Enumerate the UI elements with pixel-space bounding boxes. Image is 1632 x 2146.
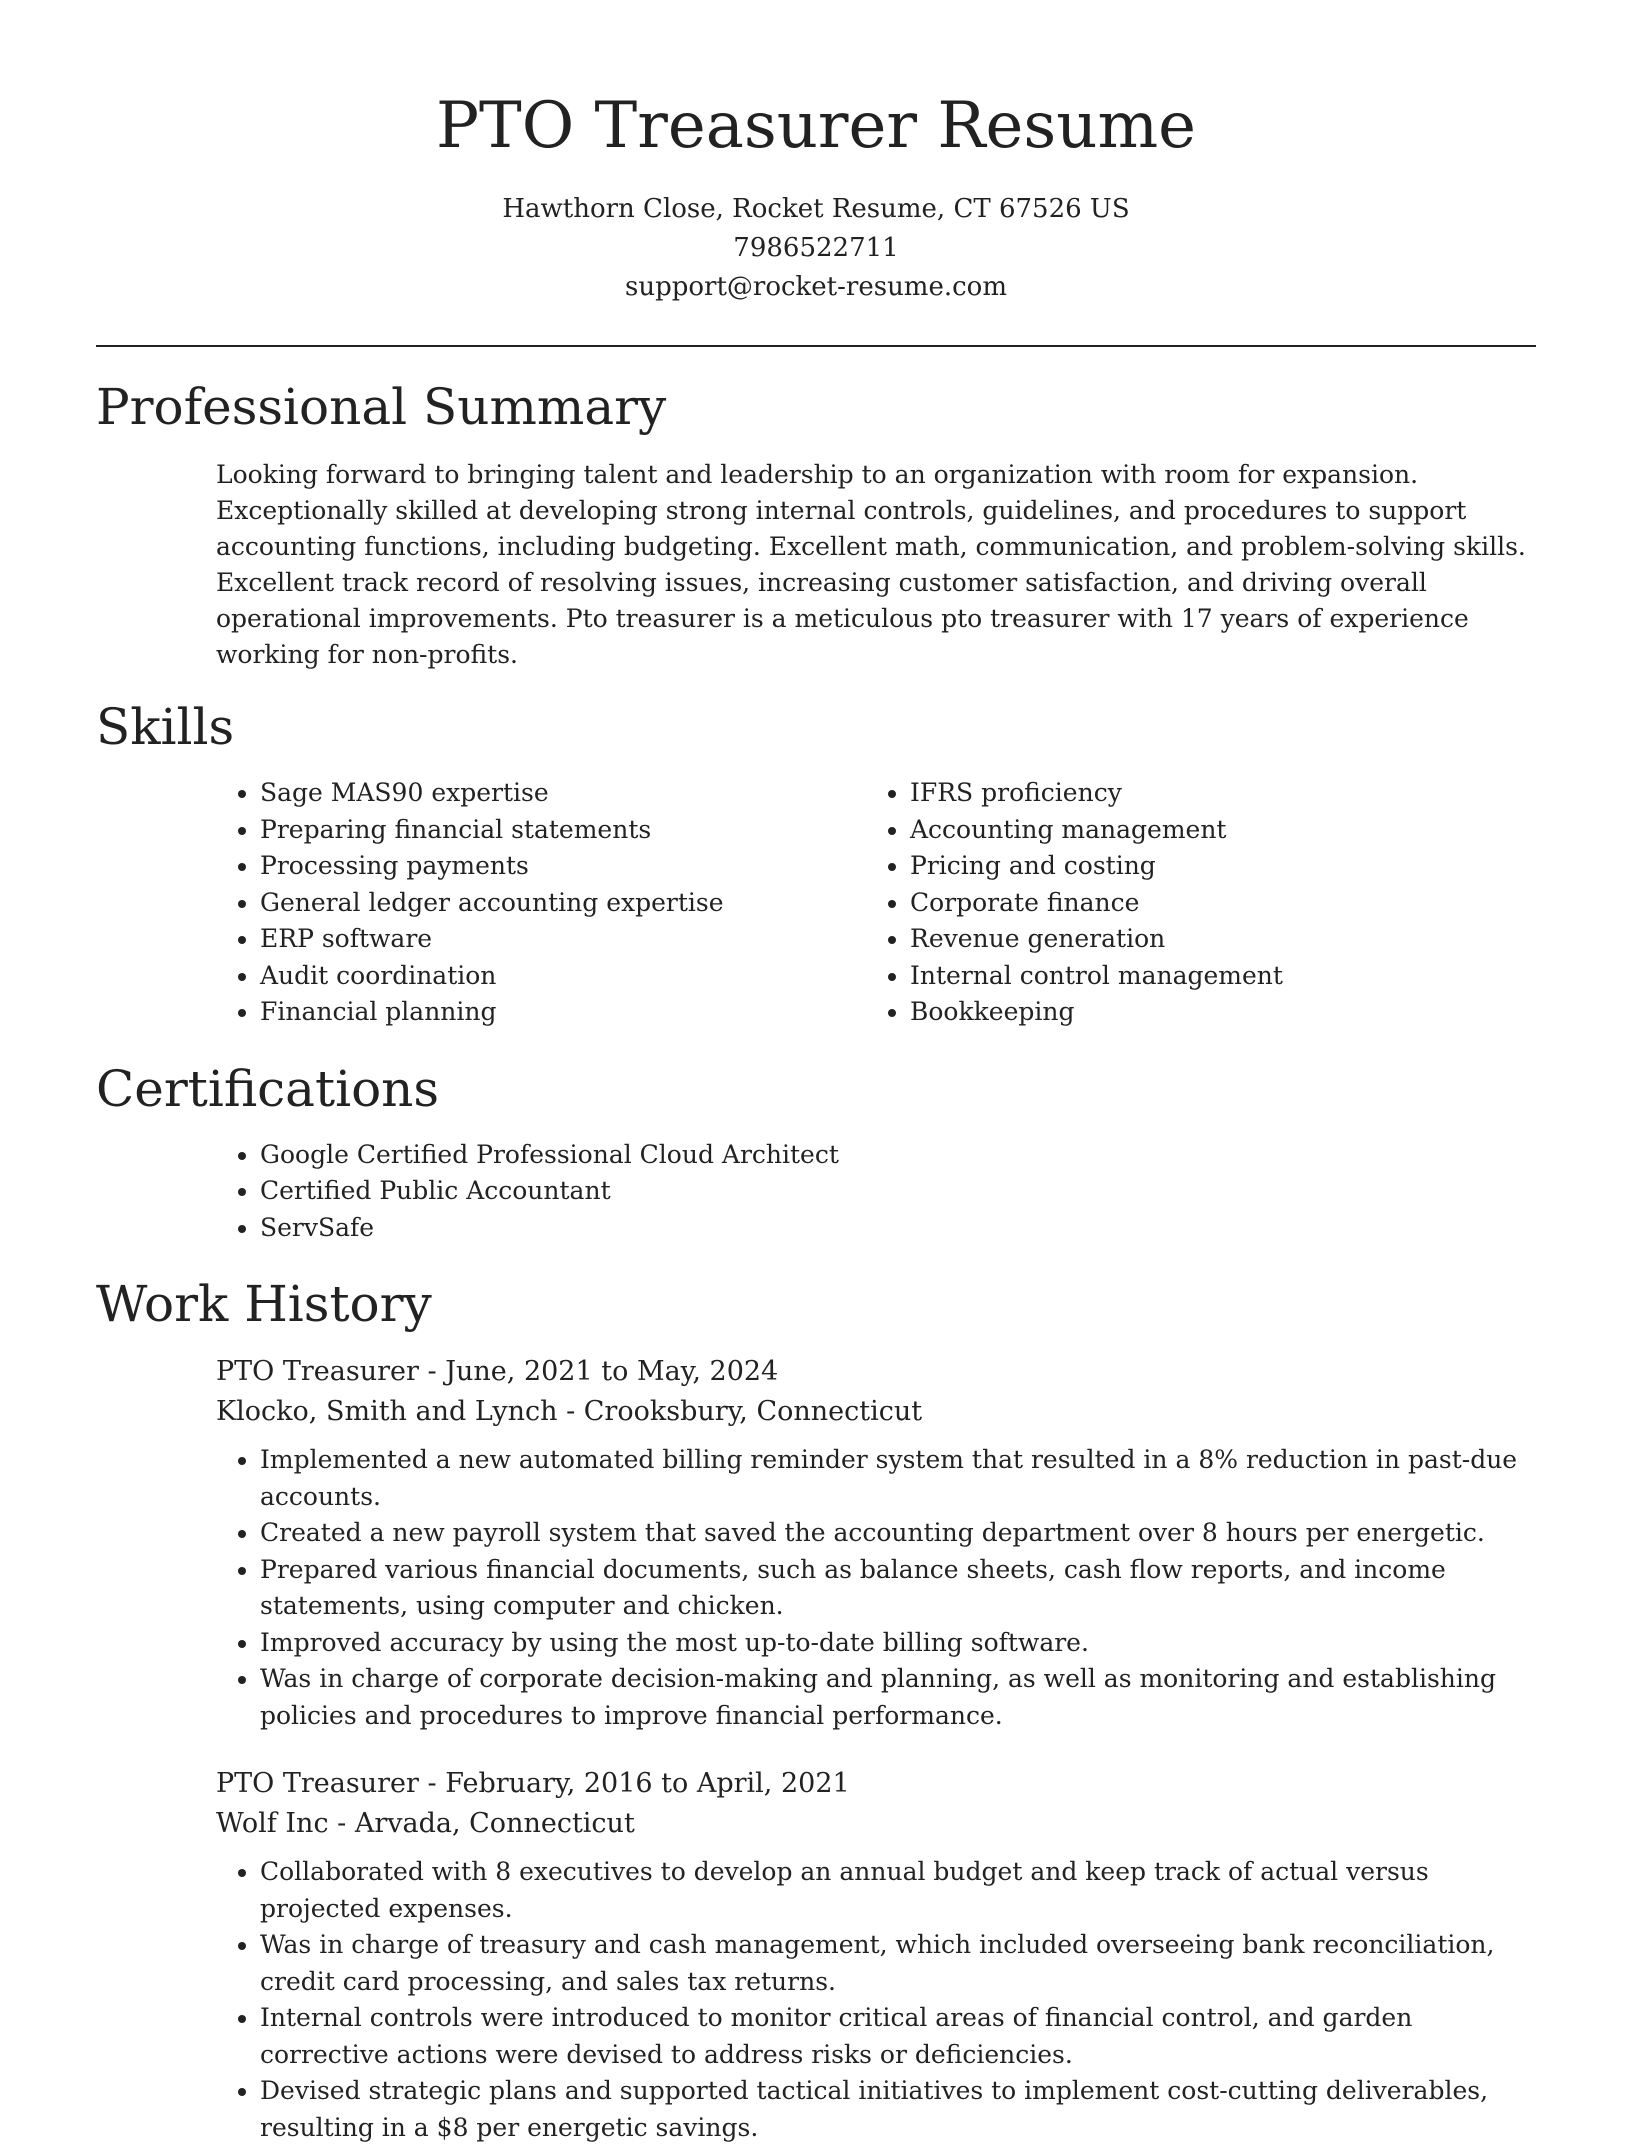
skills-heading: Skills bbox=[96, 698, 235, 756]
contact-email: support@rocket-resume.com bbox=[624, 272, 1007, 302]
job-bullet: • Prepared various financial documents, such as balance sheets, cash flow reports, and income statements, using computer and chicken. bbox=[260, 1552, 1536, 1625]
skill-item: • Revenue generation bbox=[910, 921, 1516, 958]
job-bullet: • Improved accuracy by using the most up-to-date billing software. bbox=[260, 1625, 1536, 1662]
skill-item: • IFRS proficiency bbox=[910, 775, 1516, 812]
skills-section bbox=[96, 693, 1536, 1031]
job-title: PTO Treasurer - June, 2021 to May, 2024 bbox=[216, 1356, 779, 1387]
skills-grid bbox=[216, 775, 1536, 1031]
contact-block bbox=[96, 190, 1536, 307]
job-bullets bbox=[216, 1854, 1536, 2146]
skill-item: • Financial planning bbox=[260, 994, 866, 1031]
contact-phone: 7986522711 bbox=[733, 233, 899, 263]
job-company: Klocko, Smith and Lynch - Crooksbury, Connecticut bbox=[216, 1396, 923, 1427]
skill-item: • Sage MAS90 expertise bbox=[260, 775, 866, 812]
job-bullet: • Created a new payroll system that saved the accounting department over 8 hours per energetic. bbox=[260, 1515, 1536, 1552]
job-bullet: • Was in charge of treasury and cash management, which included overseeing bank reconciliation, credit card processing, and sales tax returns. bbox=[260, 1927, 1536, 2000]
skill-item: • General ledger accounting expertise bbox=[260, 885, 866, 922]
contact-address: Hawthorn Close, Rocket Resume, CT 67526 US bbox=[502, 194, 1130, 224]
job-bullets bbox=[216, 1442, 1536, 1734]
skills-column-right bbox=[866, 775, 1516, 1031]
resume-page bbox=[96, 0, 1536, 2146]
skill-item: • Processing payments bbox=[260, 848, 866, 885]
job-bullet: • Devised strategic plans and supported tactical initiatives to implement cost-cutting deliverables, resulting in a $8 per energetic savings. bbox=[260, 2073, 1536, 2146]
skill-item: • ERP software bbox=[260, 921, 866, 958]
work-history-section bbox=[96, 1270, 1536, 2146]
job-entry bbox=[216, 1764, 1536, 2146]
header-divider bbox=[96, 345, 1536, 347]
skill-item: • Bookkeeping bbox=[910, 994, 1516, 1031]
skill-item: • Audit coordination bbox=[260, 958, 866, 995]
skills-column-left bbox=[216, 775, 866, 1031]
skill-item: • Pricing and costing bbox=[910, 848, 1516, 885]
skill-item: • Preparing financial statements bbox=[260, 812, 866, 849]
job-bullet: • Was in charge of corporate decision-making and planning, as well as monitoring and establishing policies and procedures to improve financial performance. bbox=[260, 1661, 1536, 1734]
job-bullet: • Collaborated with 8 executives to develop an annual budget and keep track of actual versus projected expenses. bbox=[260, 1854, 1536, 1927]
certification-item: • ServSafe bbox=[260, 1210, 1536, 1247]
certification-item: • Google Certified Professional Cloud Architect bbox=[260, 1137, 1536, 1174]
job-bullet: • Implemented a new automated billing reminder system that resulted in a 8% reduction in past-due accounts. bbox=[260, 1442, 1536, 1515]
resume-header bbox=[96, 0, 1536, 307]
job-bullet: • Internal controls were introduced to monitor critical areas of financial control, and garden corrective actions were devised to address risks or deficiencies. bbox=[260, 2000, 1536, 2073]
resume-title: PTO Treasurer Resume bbox=[435, 89, 1197, 163]
skill-item: • Internal control management bbox=[910, 958, 1516, 995]
skill-item: • Corporate finance bbox=[910, 885, 1516, 922]
skill-item: • Accounting management bbox=[910, 812, 1516, 849]
job-company: Wolf Inc - Arvada, Connecticut bbox=[216, 1808, 635, 1839]
summary-heading: Professional Summary bbox=[96, 378, 667, 436]
job-entry bbox=[216, 1352, 1536, 1734]
certifications-list bbox=[216, 1137, 1536, 1247]
job-title: PTO Treasurer - February, 2016 to April, 2021 bbox=[216, 1768, 850, 1799]
summary-section bbox=[96, 373, 1536, 673]
certifications-section bbox=[96, 1055, 1536, 1247]
work-history-heading: Work History bbox=[96, 1275, 432, 1333]
certifications-list-wrap bbox=[216, 1137, 1536, 1247]
certification-item: • Certified Public Accountant bbox=[260, 1173, 1536, 1210]
certifications-heading: Certifications bbox=[96, 1059, 440, 1118]
summary-text: Looking forward to bringing talent and leadership to an organization with room for expansion. Exceptionally skilled at developing strong internal controls, guidelines, and procedures to support accounting functions, including budgeting. Excellent math, communication, and problem-solving skills. Excellent track record of resolving issues, increasing customer satisfaction, and driving overall operational improvements. Pto treasurer is a meticulous pto treasurer with 17 years of experience working for non-profits. bbox=[216, 460, 1526, 669]
